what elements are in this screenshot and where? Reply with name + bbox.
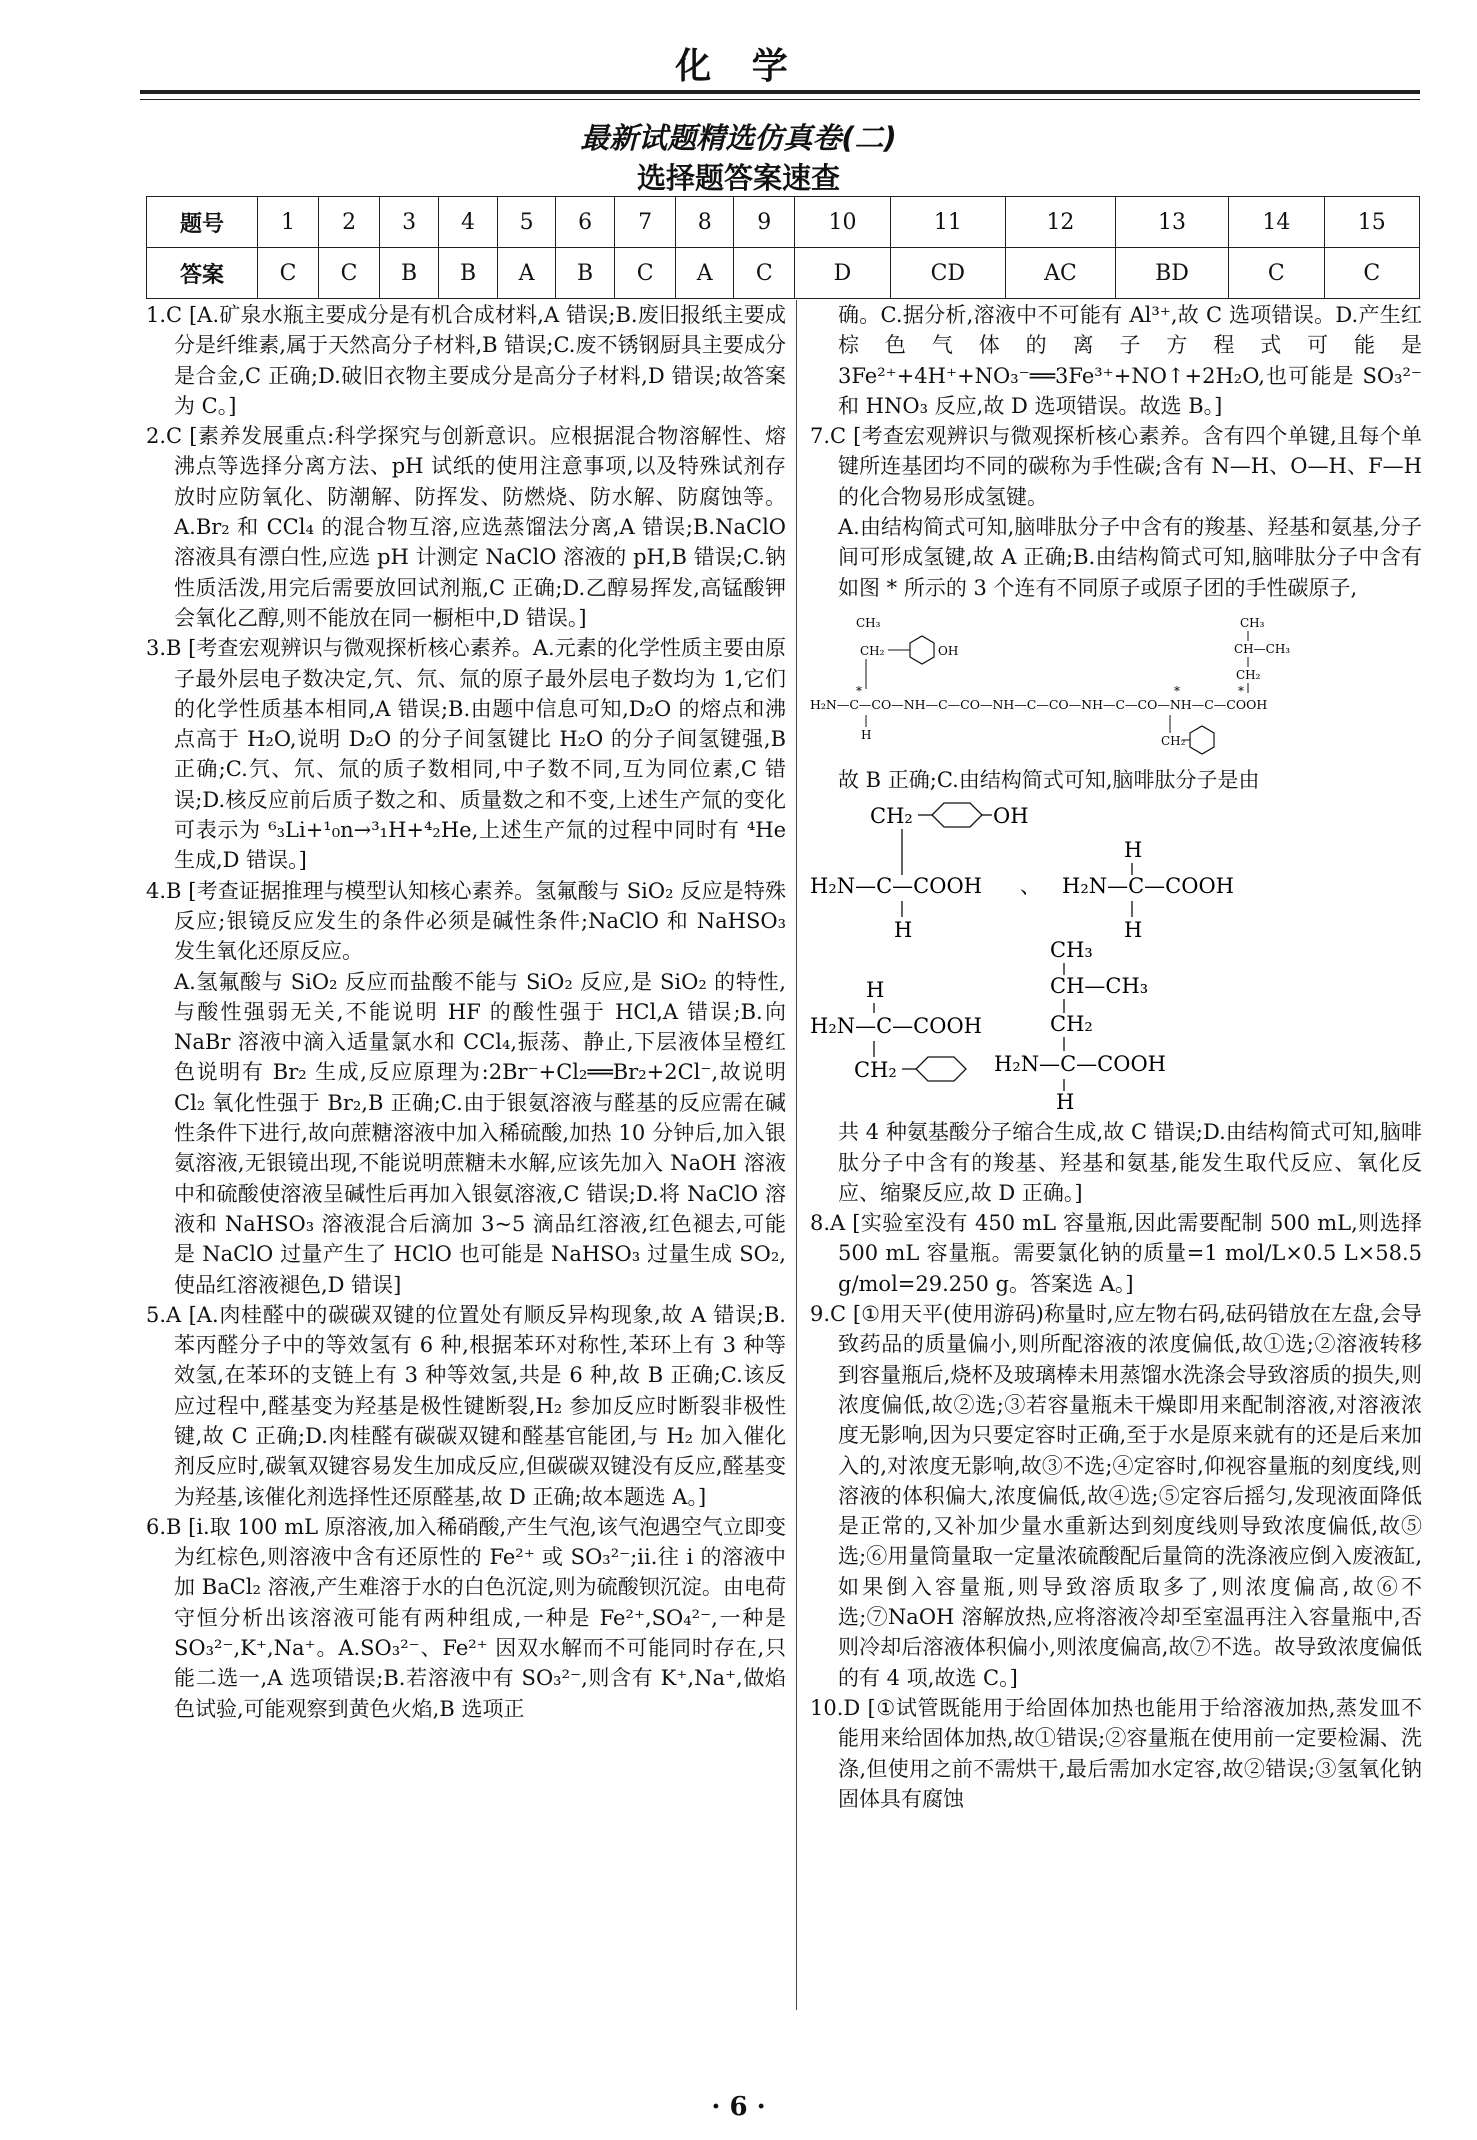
leu-ch2: CH₂ <box>1050 1012 1093 1037</box>
question-number: 5 <box>498 197 556 248</box>
phe-top-h: H <box>866 978 885 1003</box>
question-number: 4 <box>439 197 498 248</box>
leu-ch: CH—CH₃ <box>1050 974 1149 999</box>
question-number: 2 <box>319 197 380 248</box>
question-number: 13 <box>1115 197 1228 248</box>
tyr-main: H₂N—C—COOH <box>810 874 982 899</box>
answer-cell: D <box>795 248 890 299</box>
answer-explanation-4-detail: A.氢氟酸与 SiO₂ 反应而盐酸不能与 SiO₂ 反应,是 SiO₂ 的特性,与酸性强弱无关,不能说明 HF 的酸性强于 HCl,A 错误;B.向 NaBr 溶液中滴入适量氯水和 CCl₄,振荡、静止,下层液体呈橙红色说明有 Br₂ 生成,反应原理为:2Br⁻+Cl₂══Br₂+2Cl⁻,故说明 Cl₂ 氧化性强于 Br₂,B 正确;C.由于银氨溶液与醛基的反应需在碱性条件下进行,故向蔗糖溶液中加入稀硫酸,加热 10 分钟后,加入银氨溶液,无银镜出现,不能说明蔗糖未水解,应该先加入 NaOH 溶液中和硫酸使溶液呈碱性后再加入银氨溶液,C 错误;D.将 NaClO 溶液和 NaHSO₃ 溶液混合后滴加 3~5 滴品红溶液,红色褪去,可能是 NaClO 过量产生了 HClO 也可能是 NaHSO₃ 过量生成 SO₂,使品红溶液褪色,D 错误] <box>174 969 786 1297</box>
leu-h: H <box>1056 1090 1075 1112</box>
leu-ch3: CH₃ <box>1050 938 1093 963</box>
answer-cell: C <box>1229 248 1324 299</box>
answer-cell: A <box>676 248 734 299</box>
answer-explanation-4: 4.B [考查证据推理与模型认知核心素养。氢氟酸与 SiO₂ 反应是特殊反应;银镜反应发生的条件必须是碱性条件;NaClO 和 NaHSO₃ 发生氧化还原反应。 <box>146 878 786 964</box>
question-number: 7 <box>615 197 676 248</box>
benzene-ring-icon <box>932 803 982 827</box>
answer-explanation-9: 9.C [①用天平(使用游码)称量时,应左物右码,砝码错放在左盘,会导致药品的质量偏小,则所配溶液的浓度偏低,故①选;②溶液转移到容量瓶后,烧杯及玻璃棒未用蒸馏水洗涤会导致溶质的损失,则浓度偏低,故②选;③若容量瓶未干燥即用来配制溶液,对溶液浓度无影响,因为只要定容时正确,至于水是原来就有的还是后来加入的,对浓度无影响,故③不选;④定容时,仰视容量瓶的刻度线,则溶液的体积偏大,浓度偏低,故④选;⑤定容后摇匀,发现液面降低是正常的,又补加少量水重新达到刻度线则导致浓度偏低,故⑤选;⑥用量筒量取一定量浓硫酸配后量筒的洗涤液应倒入废液缸,如果倒入容量瓶,则导致溶质取多了,则浓度偏高,故⑥不选;⑦NaOH 溶解放热,应将溶液冷却至室温再注入容量瓶中,否则冷却后溶液体积偏小,则浓度偏高,故⑦不选。故导致浓度偏低的有 4 项,故选 C。] <box>810 1302 1422 1690</box>
question-number: 1 <box>258 197 319 248</box>
tyr-ch2: CH₂ <box>870 804 913 829</box>
struct-star: * <box>1238 683 1244 698</box>
row-label-number: 题号 <box>147 197 258 248</box>
subject-title: 化 学 <box>675 46 802 87</box>
answer-cell: C <box>258 248 319 299</box>
column-divider <box>796 300 797 2010</box>
row-label-answer: 答案 <box>147 248 258 299</box>
header-rule-thin <box>140 99 1420 100</box>
gly-top-h: H <box>1124 838 1143 863</box>
answer-row <box>147 248 1420 299</box>
left-column <box>146 300 786 1724</box>
struct-ch3: CH₃ <box>856 615 881 630</box>
answer-table <box>146 196 1420 299</box>
question-number: 14 <box>1229 197 1324 248</box>
answer-cell: C <box>615 248 676 299</box>
peptide-chain: H₂N—C—CO—NH—C—CO—NH—C—CO—NH—C—CO—NH—C—COOH <box>810 696 1268 712</box>
question-number-row <box>147 197 1420 248</box>
answer-cell: A <box>498 248 556 299</box>
benzene-ring-icon <box>1190 726 1214 754</box>
header-rule-thick <box>140 90 1420 94</box>
leu-main: H₂N—C—COOH <box>994 1052 1166 1077</box>
answer-explanation-6-cont: 确。C.据分析,溶液中不可能有 Al³⁺,故 C 选项错误。D.产生红棕色气体的离子方程式可能是 3Fe²⁺+4H⁺+NO₃⁻══3Fe³⁺+NO↑+2H₂O,也可能是 SO₃²⁻ 和 HNO₃ 反应,故 D 选项错误。故选 B。] <box>838 303 1422 418</box>
question-number: 8 <box>676 197 734 248</box>
phe-ch2: CH₂ <box>854 1058 897 1083</box>
answer-cell: B <box>556 248 615 299</box>
right-column <box>810 300 1422 1814</box>
paper-title: 最新试题精选仿真卷(二) <box>580 121 897 155</box>
answer-explanation-2: 2.C [素养发展重点:科学探究与创新意识。应根据混合物溶解性、熔沸点等选择分离方法、pH 试纸的使用注意事项,以及特殊试剂存放时应防氧化、防潮解、防挥发、防燃烧、防水解、防腐蚀等。A.Br₂ 和 CCl₄ 的混合物互溶,应选蒸馏法分离,A 错误;B.NaClO 溶液具有漂白性,应选 pH 计测定 NaClO 溶液的 pH,B 错误;C.钠性质活泼,用完后需要放回试剂瓶,C 正确;D.乙醇易挥发,高锰酸钾会氧化乙醇,则不能放在同一橱柜中,D 错误。] <box>146 424 786 630</box>
gly-main: H₂N—C—COOH <box>1062 874 1234 899</box>
tyr-oh: OH <box>993 804 1029 829</box>
answer-explanation-5: 5.A [A.肉桂醛中的碳碳双键的位置处有顺反异构现象,故 A 错误;B.苯丙醛分子中的等效氢有 6 种,根据苯环对称性,苯环上有 3 种等效氢,在苯环的支链上有 3 种等效氢,共是 6 种,故 B 正确;C.该反应过程中,醛基变为羟基是极性键断裂,H₂ 参加反应时断裂非极性键,故 C 正确;D.肉桂醛有碳碳双键和醛基官能团,与 H₂ 加入催化剂反应时,碳氧双键容易发生加成反应,但碳碳双键没有反应,醛基变为羟基,该催化剂选择性还原醛基,故 D 正确;故本题选 A。] <box>146 1302 786 1509</box>
question-number: 15 <box>1324 197 1419 248</box>
answer-cell: C <box>1324 248 1419 299</box>
answer-explanation-7: 7.C [考查宏观辨识与微观探析核心素养。含有四个单键,且每个单键所连基团均不同的碳称为手性碳;含有 N—H、O—H、F—H 的化合物易形成氢键。 <box>810 424 1422 509</box>
separator: 、 <box>1020 874 1041 899</box>
page-number: · 6 · <box>711 2092 766 2122</box>
struct-star: * <box>856 683 862 698</box>
answer-explanation-7-end: 共 4 种氨基酸分子缩合生成,故 C 错误;D.由结构简式可知,脑啡肽分子中含有的羧基、羟基和氨基,能发生取代反应、氧化反应、缩聚反应,故 D 正确。] <box>838 1120 1422 1205</box>
struct-oh: OH <box>938 643 959 658</box>
struct-leu-ch2: CH₂ <box>1236 667 1261 682</box>
question-number: 12 <box>1005 197 1115 248</box>
amino-acid-structures <box>810 801 1422 1111</box>
struct-h: H <box>861 727 872 742</box>
answer-explanation-6: 6.B [i.取 100 mL 原溶液,加入稀硝酸,产生气泡,该气泡遇空气立即变为红棕色,则溶液中含有还原性的 Fe²⁺ 或 SO₃²⁻;ii.往 i 的溶液中加 BaCl₂ 溶液,产生难溶于水的白色沉淀,则为硫酸钡沉淀。由电荷守恒分析出该溶液可能有两种组成,一种是 Fe²⁺,SO₄²⁻,一种是 SO₃²⁻,K⁺,Na⁺。A.SO₃²⁻、Fe²⁺ 因双水解而不可能同时存在,只能二选一,A 选项错误;B.若溶液中有 SO₃²⁻,则含有 K⁺,Na⁺,做焰色试验,可能观察到黄色火焰,B 选项正 <box>146 1514 786 1721</box>
answer-explanation-8: 8.A [实验室没有 450 mL 容量瓶,因此需要配制 500 mL,则选择 500 mL 容量瓶。需要氯化钠的质量=1 mol/L×0.5 L×58.5 g/mol=29.250 g。答案选 A。] <box>810 1211 1422 1296</box>
answer-cell: B <box>439 248 498 299</box>
answer-cell: C <box>319 248 380 299</box>
answer-cell: CD <box>890 248 1005 299</box>
question-number: 10 <box>795 197 890 248</box>
tyr-h: H <box>894 918 913 943</box>
gly-bottom-h: H <box>1124 918 1143 943</box>
struct-leu-ch3: CH₃ <box>1240 615 1265 630</box>
struct-leu-ch: CH—CH₃ <box>1234 641 1291 656</box>
enkephalin-structure <box>810 609 1422 759</box>
answer-explanation-7-detail: A.由结构简式可知,脑啡肽分子中含有的羧基、羟基和氨基,分子间可形成氢键,故 A 正确;B.由结构简式可知,脑啡肽分子中含有如图 * 所示的 3 个连有不同原子或原子团的手性碳原子, <box>838 515 1422 600</box>
answer-cell: AC <box>1005 248 1115 299</box>
answer-cell: C <box>734 248 795 299</box>
question-number: 11 <box>890 197 1005 248</box>
answer-heading: 选择题答案速查 <box>636 161 840 195</box>
answer-explanation-7-cont: 故 B 正确;C.由结构简式可知,脑啡肽分子是由 <box>838 767 1260 792</box>
question-number: 3 <box>380 197 439 248</box>
struct-phe-ch2: CH₂ <box>1161 733 1186 748</box>
struct-tyr-ch2: CH₂ <box>860 643 885 658</box>
question-number: 6 <box>556 197 615 248</box>
answer-explanation-3: 3.B [考查宏观辨识与微观探析核心素养。A.元素的化学性质主要由原子最外层电子数决定,氕、氘、氚的原子最外层电子数均为 1,它们的化学性质基本相同,A 错误;B.由题中信息可知,D₂O 的熔点和沸点高于 H₂O,说明 D₂O 的分子间氢键比 H₂O 的分子间氢键强,B 正确;C.氕、氘、氚的质子数相同,中子数不同,互为同位素,C 错误;D.核反应前后质子数之和、质量数之和不变,上述生产氚的变化可表示为 ⁶₃Li+¹₀n→³₁H+⁴₂He,上述生产氚的过程中同时有 ⁴He 生成,D 错误。] <box>146 636 786 873</box>
struct-star: * <box>1174 683 1180 698</box>
answer-explanation-1: 1.C [A.矿泉水瓶主要成分是有机合成材料,A 错误;B.废旧报纸主要成分是纤维素,属于天然高分子材料,B 错误;C.废不锈钢厨具主要成分是合金,C 正确;D.破旧衣物主要成分是高分子材料,D 错误;故答案为 C。] <box>146 303 786 418</box>
phe-main: H₂N—C—COOH <box>810 1014 982 1039</box>
answer-cell: BD <box>1115 248 1228 299</box>
benzene-ring-icon <box>916 1057 966 1081</box>
question-number: 9 <box>734 197 795 248</box>
benzene-ring-icon <box>910 636 934 664</box>
answer-cell: B <box>380 248 439 299</box>
answer-explanation-10: 10.D [①试管既能用于给固体加热也能用于给溶液加热,蒸发皿不能用来给固体加热,故①错误;②容量瓶在使用前一定要检漏、洗涤,但使用之前不需烘干,最后需加水定容,故②错误;③氢氧化钠固体具有腐蚀 <box>810 1695 1422 1811</box>
